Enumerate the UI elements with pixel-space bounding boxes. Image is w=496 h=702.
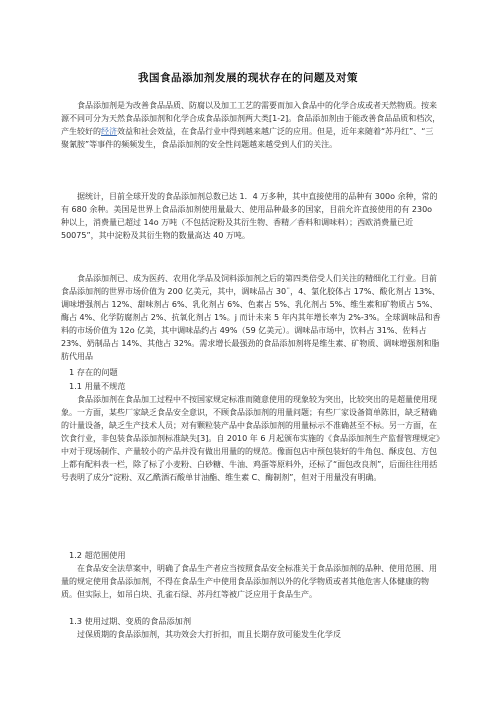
document-title: 我国食品添加剂发展的现状存在的问题及对策 bbox=[138, 72, 358, 84]
statistics-paragraph: 据统计，目前全球开发的食品添加剂总数已达 1．4 万多种，其中直接使用的品种有 300o 余种，常的有 680 余种。美国是世界上食品添加剂使用量最大、使用品种最多的国家，目前允许直接使用的有 230o 种以上，消费量已超过 14o 万吨（不包括淀粉及其衍生物、香精／香料和调味料）；西欧消费量已近 50075”，其中淀粉及其衍生物的数量高达 40 万吨。 bbox=[61, 192, 438, 240]
subsection-heading-1-3: 1.3 使用过期、变质的食品添加剂 bbox=[69, 616, 192, 626]
subsection-heading-1-2: 1.2 超范围使用 bbox=[69, 550, 126, 560]
intro-paragraph bbox=[61, 99, 441, 151]
market-paragraph: 食品添加剂已、成为医药、农用化学品及饲料添加剂之后的第四类倍受人们关注的精细化工行业。目前食品添加剂的世界市场价值为 200 亿美元，其中，调味品占 30¨，4、氯化胶体占 17%、酸化剂占 13%、调味增强剂占 12%、甜味剂占 6%、乳化剂占 6%、色素占 5%、乳化剂占 5%、维生素和矿物质占 5%、酶占 4%、化学防腐剂占 2%、抗氧化剂占 1%。j 而计未来 5 年内其年增长率为 2%-3%。全球调味品和香料的市场价值为 12o 亿美，其中调味品约占 49%（59 亿美元）。调味品市场中，饮料占 31%、佐料占 23%、奶制品占 14%、其他占 32%。需求增长最强劲的食品添加剂将是维生素、矿物质、调味增强剂和脂肪代用品 bbox=[61, 274, 441, 361]
section-heading-problems: 1 存在的问题 bbox=[69, 367, 118, 377]
expired-paragraph: 过保质期的食品添加剂，其功效会大打折扣，而且长期存放可能发生化学反 bbox=[77, 630, 341, 639]
economy-link[interactable]: 经济 bbox=[101, 127, 117, 136]
scope-paragraph: 在食品安全法草案中，明确了食品生产者应当按照食品安全标准关于食品添加剂的品种、使用范围、用量的规定使用食品添加剂，不得在食品生产中使用食品添加剂以外的化学物质或者其他危害人体健康的物质。但实际上，如吊白块、孔雀石绿、苏丹红等被广泛应用于食品生产。 bbox=[61, 564, 437, 599]
dosage-paragraph: 食品添加剂在食品加工过程中不按国家规定标准而随意使用的现象较为突出，比较突出的是超量使用现象。一方面，某些厂家缺乏食品安全意识，不顾食品添加剂的用量问题；有些厂家设备简单陈旧，缺乏精确的计量设备，缺乏生产技术人员；对有颗粒装产品中食品添加剂的用量标示不准确甚至不标。另一方面，在饮食行业，非包装食品添加剂标准缺失[3]。自 2010 年 6 月起颁布实施的《食品添加剂生产监督管理规定》中对于现场制作、产量较小的产品并没有做出用量的的规范。像面包店中预包装好的牛角包、酥皮包、方包上都有配料表一栏，除了标了小麦粉、白砂糖、牛油、鸡蛋等原料外，还标了“面包改良剂”，后面往往用括号表明了成分“淀粉、双乙酰酒石酸单甘油酯、维生素 C、酶制剂”，但对于用量没有明确。 bbox=[61, 395, 440, 482]
intro-text-before-link: 食品添加剂是为改善食品品质、防腐以及加工工艺的需要而加入食品中的化学合成或者天然物质。按来源不同可分为天然食品添加剂和化学合成食品添加剂两大类[1-2]。食品添加剂由于能改善食品品质和档次，产生较好的 bbox=[61, 101, 441, 136]
subsection-heading-1-1: 1.1 用量不规范 bbox=[69, 381, 126, 391]
intro-text-after-link: 效益和社会效益，在食品行业中得到越来越广泛的应用。但是，近年来随着“苏丹红”、“三聚氰胺”等事件的频频发生，食品添加剂的安全性问题越来越受到人们的关注。 bbox=[61, 127, 434, 149]
